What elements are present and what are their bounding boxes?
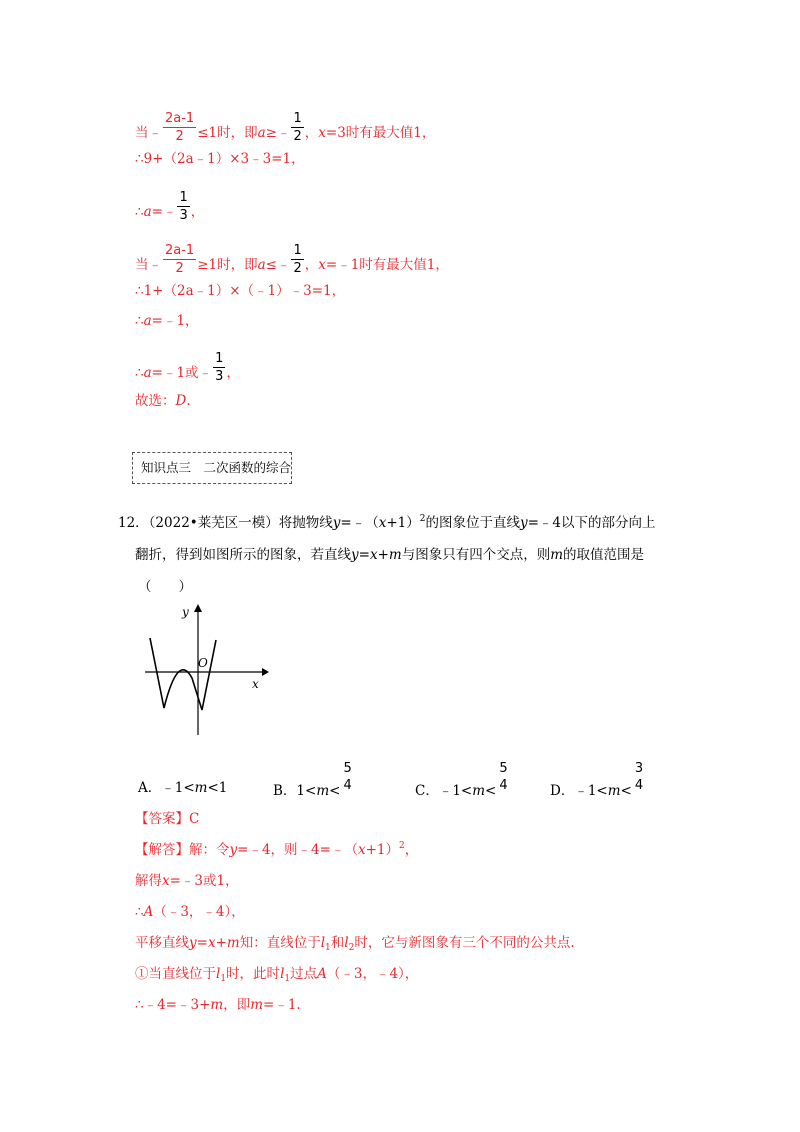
variable: x [318,125,326,141]
text: 的取值范围是 [563,547,645,563]
text: 当﹣ [135,125,162,141]
variable: l [280,966,285,982]
text: . [186,393,191,409]
explanation-line-2 [135,872,239,890]
text: +1） [365,842,399,858]
fraction [163,112,196,143]
fraction [633,762,645,792]
solution-line-1 [135,111,436,149]
text: ≤1时，即 [197,125,258,141]
text: ， [304,125,319,141]
denominator: 2 [293,261,302,276]
variable: m [607,782,621,799]
fraction [341,762,353,792]
text: C．﹣1< [415,782,473,799]
numerator: 1 [293,243,302,258]
explanation-line-1 [135,841,418,861]
variable: a [143,365,152,381]
y-axis-arrow [194,604,202,612]
folded-parabola-curve [150,638,216,710]
text: （﹣3，﹣4）， [326,966,419,982]
origin-label: O [198,656,208,670]
question-line-1 [118,514,656,534]
denominator: 2 [293,129,302,144]
subscript: 1 [220,974,227,984]
variable: m [226,935,240,951]
variable: m [194,780,208,796]
variable: x [318,257,326,273]
denominator: 4 [634,778,644,793]
option-d[interactable] [550,761,646,799]
variable: a [257,125,266,141]
text: < [620,782,632,799]
parabola-graph [140,600,270,740]
text: 时，它与新图象有三个不同的公共点. [354,935,575,951]
variable: x [369,547,378,563]
text: ≥1时，即 [197,257,258,273]
text: <1 [207,780,228,796]
text: ，即 [223,997,251,1013]
variable: m [472,782,486,799]
fraction [213,352,225,383]
text: ， [404,842,419,858]
numerator: 2a-1 [165,243,195,258]
option-c[interactable] [415,761,511,799]
subscript: 1 [325,943,331,953]
variable: y [229,842,238,858]
explanation-line-6 [135,996,301,1014]
answer-line: 【答案】C [135,811,200,827]
text: 过点 [290,966,318,982]
text: =﹣1时有最大值1， [325,257,449,273]
solution-line-7 [135,351,240,389]
option-b[interactable] [273,761,355,799]
section-heading-box: 知识点三 二次函数的综合 [132,452,292,484]
text: ≤﹣ [265,257,291,273]
variable: l [320,935,326,951]
text: 和 [330,935,345,951]
variable: y [189,935,197,951]
text: =﹣（ [340,515,379,531]
numerator: 1 [215,351,224,366]
text: 翻折，得到如图所示的图象，若直线 [135,547,351,563]
y-axis-label: y [182,605,189,619]
numerator: 2a-1 [165,111,195,126]
text: 故选： [135,393,176,409]
variable: x [378,515,387,531]
text: ∴ [135,313,144,329]
text: （﹣3，﹣4）， [153,904,245,920]
subscript: 2 [348,943,355,953]
variable: l [216,966,221,982]
variable: a [143,204,152,220]
solution-line-3 [135,190,205,228]
solution-line-4 [135,243,449,281]
fraction [497,762,509,792]
variable: m [250,997,264,1013]
text: < [329,782,341,799]
variable: y [519,515,528,531]
variable: m [550,547,564,563]
text: =﹣4以下的部分向上 [527,515,656,531]
variable: l [344,935,349,951]
variable: m [388,547,402,563]
denominator: 3 [179,208,188,223]
numerator: 5 [499,761,508,776]
text: ∴ [135,204,144,220]
variable: x [357,842,366,858]
variable: m [316,782,330,799]
text: =﹣1或﹣ [151,365,213,381]
denominator: 2 [175,129,184,144]
question-answer-blank: （ ） [138,579,192,595]
text: 解得 [135,873,162,889]
text: +1） [386,515,420,531]
text: 12．（2022•莱芜区一模）将抛物线 [118,515,333,531]
text: 当﹣ [135,257,162,273]
text: ∴﹣4=﹣3+ [135,997,211,1013]
text: ∴ [135,904,144,920]
text: =﹣3或1， [169,873,239,889]
explanation-line-3 [135,903,245,921]
text: + [215,935,227,951]
variable: x [162,873,170,889]
variable: a [143,313,152,329]
text: ∴ [135,365,144,381]
numerator: 1 [179,190,188,205]
solution-line-5: ∴1+（2a﹣1）×（﹣1）﹣3=1， [135,283,346,299]
x-axis-arrow [262,668,269,676]
superscript: 2 [398,841,405,851]
explanation-line-4 [135,934,575,954]
denominator: 4 [499,778,508,793]
fraction [291,112,303,143]
fraction [291,244,303,275]
variable: m [210,997,224,1013]
text: =﹣1， [151,313,199,329]
text: B．1< [273,782,317,799]
fraction [163,244,196,275]
text: 时，此时 [226,966,281,982]
denominator: 2 [175,261,184,276]
variable: x [207,935,216,951]
solution-line-8 [135,392,191,410]
denominator: 3 [215,369,224,384]
solution-line-6 [135,312,199,330]
text: = [196,935,208,951]
question-line-2 [135,546,644,564]
numerator: 1 [293,111,302,126]
text: ， [226,365,240,381]
text: =﹣ [151,204,177,220]
text: D．﹣1< [550,782,608,799]
fraction [177,191,189,222]
text: 知：直线位于 [239,935,321,951]
numerator: 3 [634,761,644,776]
text: =﹣1. [263,997,301,1013]
text: 【解答】 [135,842,189,858]
explanation-line-5 [135,965,418,985]
variable: D [175,393,187,409]
text: = [358,547,370,563]
option-a[interactable] [138,776,227,796]
text: ≥﹣ [265,125,291,141]
text: ， [190,204,205,220]
text: ， [304,257,319,273]
x-axis-label: x [252,677,259,691]
text: ①当直线位于 [135,966,216,982]
numerator: 5 [343,761,352,776]
variable: A [317,966,327,982]
text: 的图象位于直线 [425,515,520,531]
subscript: 1 [284,974,291,984]
text: 平移直线 [135,935,189,951]
variable: y [332,515,341,531]
solution-line-2: ∴9+（2a﹣1）×3﹣3=1， [135,151,305,167]
text: =3时有最大值1， [325,125,436,141]
variable: y [351,547,359,563]
text: =﹣4，则﹣4=﹣（ [237,842,358,858]
variable: a [257,257,266,273]
text: 解：令 [189,842,230,858]
text: A．﹣1< [138,780,195,796]
text: 与图象只有四个交点，则 [401,547,551,563]
variable: A [143,904,154,920]
superscript: 2 [419,514,426,524]
text: + [377,547,389,563]
denominator: 4 [343,778,352,793]
text: < [485,782,497,799]
